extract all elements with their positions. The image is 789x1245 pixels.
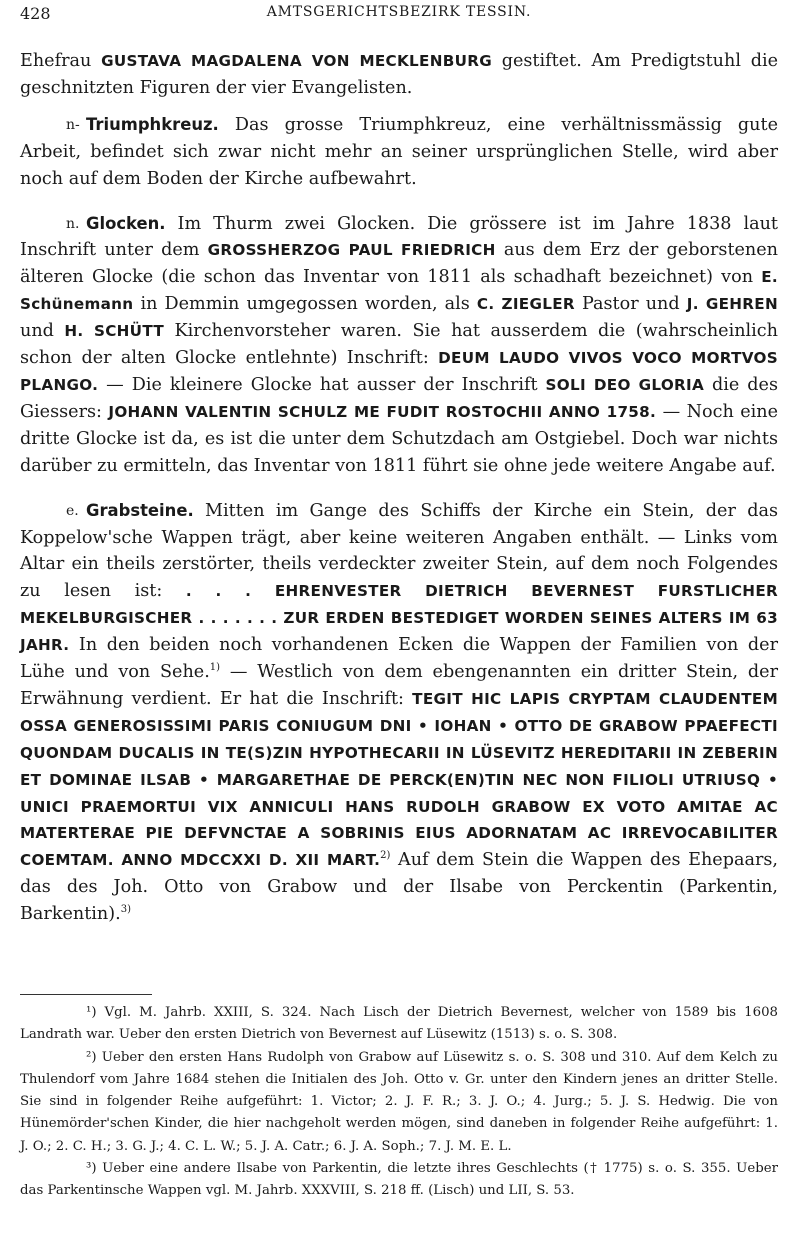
inscription-bevernest: . . . EHRENVESTER DIETRICH BEVERNEST FURSTLICHER MEKELBURGISCHER . . . . . . . ZUR ERDEN BESTEDIGET WORDEN SEINES ALTERS IM 63 JAHR. <box>20 582 778 655</box>
footnote-3: ³) Ueber eine andere Ilsabe von Parkentin, die letzte ihres Geschlechts († 1775) s. o. S. 355. Ueber das Parkentinsche Wappen vgl. M. Jahrb. XXXVIII, S. 218 ff. (Lisch) und LII, S. 53. <box>20 1161 778 1199</box>
grabsteine-paragraph: e. Grabsteine. Mitten im Gange des Schiffs der Kirche ein Stein, der das Koppelow'sche Wappen trägt, aber keine weiteren Angaben enthält. — Links vom Altar ein theils zerstörter, theils verdeckter zweiter Stein, auf dem noch Folgendes zu lesen ist: . . . EHRENVESTER DIETRICH BEVERNEST FURSTLICHER MEKELBURGISCHER . . . . . . . ZUR ERDEN BESTEDIGET WORDEN SEINES ALTERS IM 63 JAHR. In den beiden noch vorhandenen Ecken die Wappen der Familien von der Lühe und von Sehe.$^{1)}$ — Westlich von dem ebengenannten ein dritter Stein, der Erwähnung verdient. Er hat die Inschrift: TEGIT HIC LAPIS CRYPTAM CLAUDENTEM OSSA GENEROSISSIMI PARIS CONIUGUM DNI • IOHAN • OTTO DE GRABOW PPAEFECTI QUONDAM DUCALIS IN TE(S)ZIN HYPOTHECARII IN LÜSEVITZ HEREDITARII IN ZEBERIN ET DOMINAE ILSAB • MARGARETHAE DE PERCK(EN)TIN NEC NON FILIOLI UTRIUSQ • UNICI PRAEMORTUI VIX ANNICULI HANS RUDOLH GRABOW EX VOTO AMITAE AC MATERTERAE PIE DEFVNCTAE A SOBRINIS EIUS ADORNATAM AC IRREVOCABILITER COEMTAM. ANNO MDCCXXI D. XII MART.$^{2)}$ Auf dem Stein die Wappen des Ehepaars, das des Joh. Otto von Grabow und der Ilsabe von Perckentin (Parkentin, Barkentin).$^{3)}$ <box>20 498 778 929</box>
running-header <box>20 4 778 28</box>
glocken-paragraph: n. Glocken. Im Thurm zwei Glocken. Die grössere ist im Jahre 1838 laut Inschrift unter dem GROSSHERZOG PAUL FRIEDRICH aus dem Erz der geborstenen älteren Glocke (die schon das Inventar von 1811 als schadhaft bezeichnet) von E. Schünemann in Demmin umgegossen worden, als C. ZIEGLER Pastor und J. GEHREN und H. SCHÜTT Kirchenvorsteher waren. Sie hat ausserdem die (wahrscheinlich schon der alten Glocke entlehnte) Inschrift: DEUM LAUDO VIVOS VOCO MORTVOS PLANGO. — Die kleinere Glocke hat ausser der Inschrift SOLI DEO GLORIA die des Giessers: JOHANN VALENTIN SCHULZ ME FUDIT ROSTOCHII ANNO 1758. — Noch eine dritte Glocke ist da, es ist die unter dem Schutzdach am Ostgiebel. Doch war nichts darüber zu ermitteln, das Inventar von 1811 führt sie ohne jede weitere Angabe auf. <box>20 211 778 480</box>
margin-mark: n. <box>66 215 80 232</box>
footnote-rule <box>20 994 152 995</box>
section-heading: Triumphkreuz. <box>86 114 219 134</box>
section-heading: Glocken. <box>86 213 166 233</box>
footnote-ref: 3) <box>120 904 131 916</box>
footnote-ref: 1) <box>209 662 221 674</box>
page-number: 428 <box>20 4 51 23</box>
main-text <box>20 48 778 946</box>
footnote-ref: 2) <box>380 850 391 862</box>
footnote-1: ¹) Vgl. M. Jahrb. XXIII, S. 324. Nach Lisch der Dietrich Bevernest, welcher von 1589 bis 1608 Landrath war. Ueber den ersten Dietrich von Bevernest auf Lüsewitz (1513) s. o. S. 308. <box>20 1005 778 1043</box>
triumphkreuz-paragraph: n- Triumphkreuz. Das grosse Triumphkreuz, eine verhältnissmässig gute Arbeit, befindet sich zwar nicht mehr an seiner ursprünglichen Stelle, wird aber noch auf dem Boden der Kirche aufbewahrt. <box>20 112 778 193</box>
margin-mark: n- <box>66 116 80 133</box>
footnotes <box>20 1002 778 1203</box>
inscription-grabow: TEGIT HIC LAPIS CRYPTAM CLAUDENTEM OSSA GENEROSISSIMI PARIS CONIUGUM DNI • IOHAN • OTTO DE GRABOW PPAEFECTI QUONDAM DUCALIS IN TE(S)ZIN HYPOTHECARII IN LÜSEVITZ HEREDITARII IN ZEBERIN ET DOMINAE ILSAB • MARGARETHAE DE PERCK(EN)TIN NEC NON FILIOLI UTRIUSQ • UNICI PRAEMORTUI VIX ANNICULI HANS RUDOLH GRABOW EX VOTO AMITAE AC MATERTERAE PIE DEFVNCTAE A SOBRINIS EIUS ADORNATAM AC IRREVOCABILITER COEMTAM. ANNO MDCCXXI D. XII MART. <box>20 689 778 870</box>
footnote-2: ²) Ueber den ersten Hans Rudolph von Grabow auf Lüsewitz s. o. S. 308 und 310. Auf dem Kelch zu Thulendorf vom Jahre 1684 stehen die Initialen des Joh. Otto v. Gr. unter den Kindern jenes an dritter Stelle. Sie sind in folgender Reihe aufgeführt: 1. Victor; 2. J. F. R.; 3. J. O.; 4. Jurg.; 5. J. S. Hedwig. Die von Hünemörder'schen Kinder, die hier nachgeholt werden mögen, sind daneben in folgender Reihe aufgeführt: 1. J. O.; 2. C. H.; 3. G. J.; 4. C. L. W.; 5. J. A. Catr.; 6. J. A. Soph.; 7. J. M. E. L. <box>20 1049 778 1154</box>
section-heading: Grabsteine. <box>86 500 194 520</box>
donor-name: GUSTAVA MAGDALENA VON MECKLENBURG <box>101 52 492 70</box>
running-title: AMTSGERICHTSBEZIRK TESSIN. <box>266 4 532 20</box>
margin-mark: e. <box>66 502 79 519</box>
intro-paragraph: Ehefrau GUSTAVA MAGDALENA VON MECKLENBURG gestiftet. Am Predigtstuhl die geschnitzten Figuren der vier Evangelisten. <box>20 51 778 98</box>
